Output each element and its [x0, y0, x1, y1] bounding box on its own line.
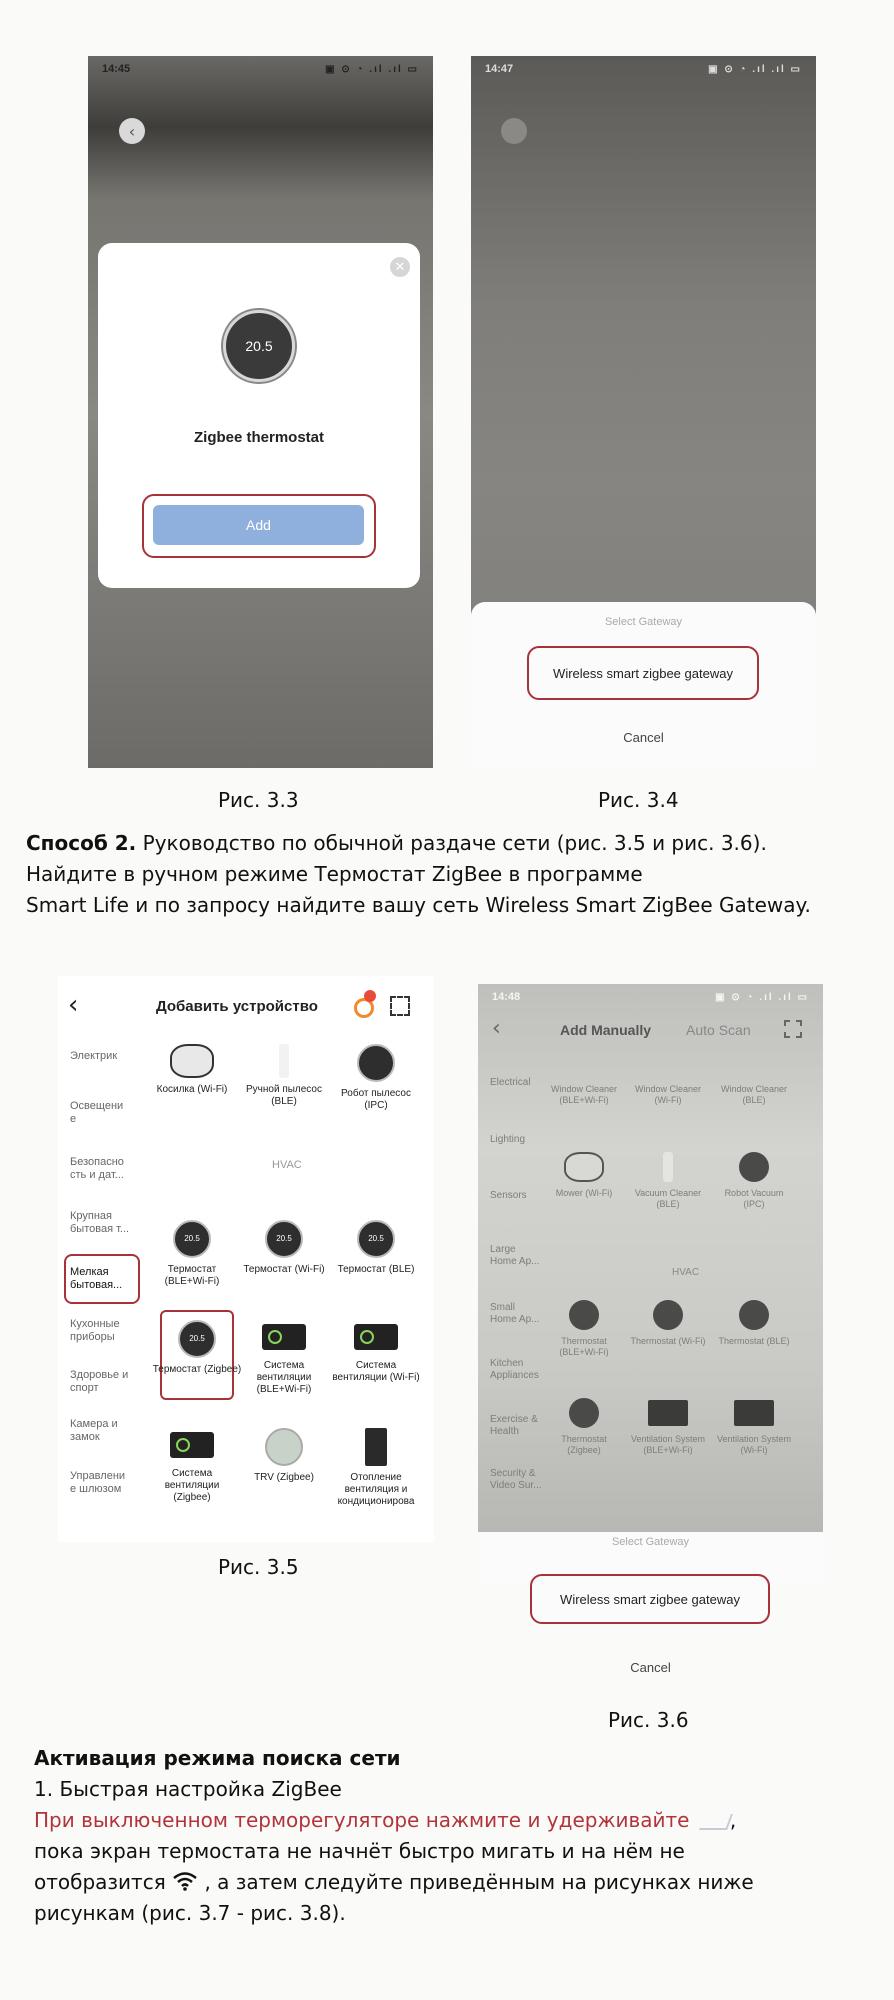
thermostat-icon [739, 1300, 769, 1330]
status-bar [88, 56, 433, 82]
device-label: Косилка (Wi-Fi) [156, 1084, 228, 1095]
status-icons: ▣ ⊙ ◔ .ıl .ıl ▭ [715, 991, 809, 1003]
device-label: Термостат (BLE+Wi-Fi) [164, 1264, 220, 1287]
activation-red-text: При выключенном терморегуляторе нажмите и удерживайте [34, 1808, 690, 1832]
device-thermostat-ble[interactable] [330, 1220, 422, 1276]
thermostat-icon [173, 1220, 211, 1258]
back-icon[interactable]: ‹ [119, 118, 145, 144]
category-small-home[interactable]: Small Home Ap... [490, 1302, 540, 1325]
caption-fig-3-3: Рис. 3.3 [218, 788, 299, 812]
status-icons: ▣ ⊙ ◔ .ıl .ıl ▭ [325, 63, 419, 75]
thermostat-icon [265, 1220, 303, 1258]
ventilation-icon [170, 1432, 214, 1458]
thermostat-icon [569, 1300, 599, 1330]
sheet-title: Select Gateway [604, 616, 683, 628]
device-thermostat-wifi[interactable] [628, 1300, 708, 1347]
thermostat-value: 20.5 [368, 1234, 384, 1243]
device-label: Ventilation System (Wi-Fi) [716, 1434, 792, 1455]
method-2-line-1 [26, 828, 811, 859]
thermostat-value: 20.5 [189, 1334, 205, 1343]
device-label: Thermostat (BLE) [718, 1336, 790, 1346]
vacuum-icon [663, 1152, 673, 1182]
device-window-cleaner-ble[interactable] [714, 1084, 794, 1106]
gateway-label: Wireless smart zigbee gateway [560, 1591, 740, 1607]
gateway-label: Wireless smart zigbee gateway [553, 665, 733, 681]
device-trv-zigbee[interactable] [238, 1428, 330, 1484]
category-electrical[interactable]: Electrical [490, 1077, 531, 1088]
thermostat-value: 20.5 [184, 1234, 200, 1243]
device-ventilation-wifi[interactable] [330, 1320, 422, 1384]
status-time: 14:48 [492, 991, 521, 1003]
trv-icon [265, 1428, 303, 1466]
power-button-icon [699, 1814, 733, 1830]
hvac-icon [365, 1428, 387, 1466]
sheet-title: Select Gateway [611, 1536, 690, 1548]
device-thermostat-zigbee[interactable] [544, 1398, 624, 1456]
device-window-cleaner-ble-wifi[interactable] [544, 1084, 624, 1106]
activation-line-c-post: , а затем следуйте приведённым на рисунках ниже [204, 1870, 754, 1894]
device-label: Термостат (Wi-Fi) [243, 1264, 325, 1275]
device-label: Robot Vacuum (IPC) [724, 1188, 784, 1209]
cancel-button[interactable]: Cancel [630, 1660, 671, 1675]
status-bar [478, 984, 823, 1010]
add-button[interactable]: Add [153, 505, 364, 545]
category-sensors[interactable]: Sensors [490, 1190, 527, 1201]
category-lighting[interactable]: Освещени е [70, 1100, 124, 1125]
category-electric[interactable]: Электрик [70, 1050, 118, 1062]
category-small-appliances[interactable]: Мелкая бытовая... [70, 1266, 123, 1291]
category-health[interactable]: Здоровье и спорт [70, 1369, 129, 1394]
activation-line-c [34, 1867, 754, 1898]
thermostat-value: 20.5 [276, 1234, 292, 1243]
ventilation-icon [648, 1400, 688, 1426]
device-label: Система вентиляции (Wi-Fi) [332, 1360, 420, 1383]
device-window-cleaner-wifi[interactable] [628, 1084, 708, 1106]
thermostat-icon [653, 1300, 683, 1330]
status-icons: ▣ ⊙ ◔ .ıl .ıl ▭ [708, 63, 802, 75]
activation-line-b: пока экран термостата не начнёт быстро мигать и на нём не [34, 1839, 685, 1863]
device-name: Zigbee thermostat [193, 429, 325, 446]
section-hvac: HVAC [672, 1267, 700, 1278]
device-robot-vacuum[interactable] [330, 1044, 422, 1112]
dimmed-background [478, 984, 823, 1532]
device-handheld-vacuum[interactable] [238, 1044, 330, 1108]
device-ventilation-ble-wifi[interactable] [238, 1320, 330, 1396]
figure-3-4-screenshot [471, 56, 816, 768]
notification-dot [364, 990, 376, 1002]
activation-step-1: 1. Быстрая настройка ZigBee [34, 1777, 342, 1801]
device-thermostat-ble[interactable] [714, 1300, 794, 1347]
device-label: Система вентиляции (BLE+Wi-Fi) [256, 1360, 312, 1395]
caption-fig-3-4: Рис. 3.4 [598, 788, 679, 812]
tab-auto-scan[interactable]: Auto Scan [686, 1022, 751, 1038]
activation-heading: Активация режима поиска сети [34, 1746, 401, 1770]
device-label: Thermostat (Wi-Fi) [630, 1336, 706, 1346]
device-label: Thermostat (Zigbee) [561, 1434, 607, 1455]
device-mower[interactable] [544, 1152, 624, 1199]
robot-vacuum-icon [357, 1044, 395, 1082]
device-thermostat-ble-wifi[interactable] [146, 1220, 238, 1288]
category-exercise[interactable]: Exercise & Health [490, 1414, 538, 1437]
device-label: Робот пылесос (IPC) [341, 1088, 411, 1111]
device-label: Thermostat (BLE+Wi-Fi) [559, 1336, 609, 1357]
qr-scan-icon[interactable] [784, 1020, 802, 1038]
caption-fig-3-6: Рис. 3.6 [608, 1708, 689, 1732]
method-2-line-3: Smart Life и по запросу найдите вашу сеть Wireless Smart ZigBee Gateway. [26, 893, 811, 917]
cancel-button[interactable]: Cancel [623, 730, 664, 745]
thermostat-icon [223, 310, 295, 382]
activation-line-a [34, 1805, 754, 1836]
wifi-icon [172, 1870, 204, 1894]
thermostat-icon [357, 1220, 395, 1258]
device-mower[interactable] [146, 1044, 238, 1096]
ventilation-icon [354, 1324, 398, 1350]
back-icon[interactable]: ‹ [492, 1016, 501, 1041]
back-icon[interactable] [501, 118, 527, 144]
device-label: Ventilation System (BLE+Wi-Fi) [630, 1434, 706, 1455]
mower-icon [170, 1044, 214, 1078]
device-thermostat-ble-wifi[interactable] [544, 1300, 624, 1358]
caption-fig-3-5: Рис. 3.5 [218, 1555, 299, 1579]
category-lighting[interactable]: Lighting [490, 1134, 526, 1145]
thermostat-icon [178, 1320, 216, 1358]
tab-add-manually[interactable]: Add Manually [560, 1022, 652, 1038]
handheld-vacuum-icon [279, 1044, 289, 1078]
category-large-appliances[interactable]: Крупная бытовая т... [70, 1210, 130, 1235]
device-ventilation-ble-wifi[interactable] [628, 1398, 708, 1456]
figure-3-3-screenshot [88, 56, 433, 768]
device-label: Термостат (Zigbee) [152, 1364, 242, 1375]
activation-line-c-pre: отобразится [34, 1870, 166, 1894]
status-bar [471, 56, 816, 82]
device-label: TRV (Zigbee) [254, 1472, 314, 1483]
device-label: Ручной пылесос (BLE) [245, 1084, 322, 1107]
thermostat-icon [569, 1398, 599, 1428]
device-thermostat-wifi[interactable] [238, 1220, 330, 1276]
device-label: Vacuum Cleaner (BLE) [634, 1188, 702, 1209]
select-gateway-sheet [471, 602, 816, 768]
gateway-option[interactable] [530, 1574, 770, 1624]
activation-line-a-tail: , [729, 1808, 737, 1832]
figure-3-5-screenshot [58, 976, 434, 1542]
category-kitchen[interactable]: Kitchen Appliances [490, 1358, 539, 1381]
close-icon[interactable]: ✕ [390, 257, 410, 277]
gateway-option[interactable] [527, 646, 759, 700]
activation-line-d: рисункам (рис. 3.7 - рис. 3.8). [34, 1901, 346, 1925]
device-label: Window Cleaner (BLE+Wi-Fi) [550, 1084, 618, 1105]
device-hvac[interactable] [330, 1428, 422, 1508]
device-ventilation-zigbee[interactable] [146, 1428, 238, 1504]
status-time: 14:45 [102, 63, 131, 75]
device-thermostat-zigbee[interactable] [151, 1320, 243, 1376]
back-icon[interactable]: ‹ [68, 990, 79, 1020]
method-2-line-2: Найдите в ручном режиме Термостат ZigBee в программе [26, 862, 643, 886]
device-label: Система вентиляции (Zigbee) [164, 1468, 220, 1503]
category-security[interactable]: Безопасно сть и дат... [70, 1156, 124, 1181]
method-2-text: Руководство по обычной раздаче сети (рис. 3.5 и рис. 3.6). [136, 831, 767, 855]
mower-icon [564, 1152, 604, 1182]
device-vacuum-cleaner[interactable] [628, 1152, 708, 1210]
device-found-dialog [98, 243, 420, 588]
device-label: Window Cleaner (BLE) [720, 1084, 788, 1105]
screen-title: Добавить устройство [156, 998, 318, 1015]
device-label: Отопление вентиляция и кондиционирова [337, 1472, 415, 1507]
qr-scan-icon[interactable] [390, 996, 410, 1016]
category-large-home[interactable]: Large Home Ap... [490, 1244, 540, 1267]
ventilation-icon [262, 1324, 306, 1350]
ventilation-icon [734, 1400, 774, 1426]
device-label: Термостат (BLE) [337, 1264, 415, 1275]
figure-3-6-screenshot [478, 984, 823, 1584]
robot-vacuum-icon [739, 1152, 769, 1182]
thermostat-value: 20.5 [245, 338, 273, 354]
category-gateway[interactable]: Управлени е шлюзом [70, 1470, 126, 1495]
method-2-paragraph [26, 828, 811, 921]
section-hvac: HVAC [272, 1159, 302, 1171]
device-ventilation-wifi[interactable] [714, 1398, 794, 1456]
device-robot-vacuum[interactable] [714, 1152, 794, 1210]
method-2-label: Способ 2. [26, 831, 137, 855]
device-label: Window Cleaner (Wi-Fi) [634, 1084, 702, 1105]
device-label: Mower (Wi-Fi) [555, 1188, 613, 1198]
activation-section [34, 1743, 754, 1929]
category-kitchen[interactable]: Кухонные приборы [70, 1318, 120, 1343]
category-security[interactable]: Security & Video Sur... [490, 1468, 542, 1491]
status-time: 14:47 [485, 63, 514, 75]
category-camera[interactable]: Камера и замок [70, 1418, 118, 1443]
